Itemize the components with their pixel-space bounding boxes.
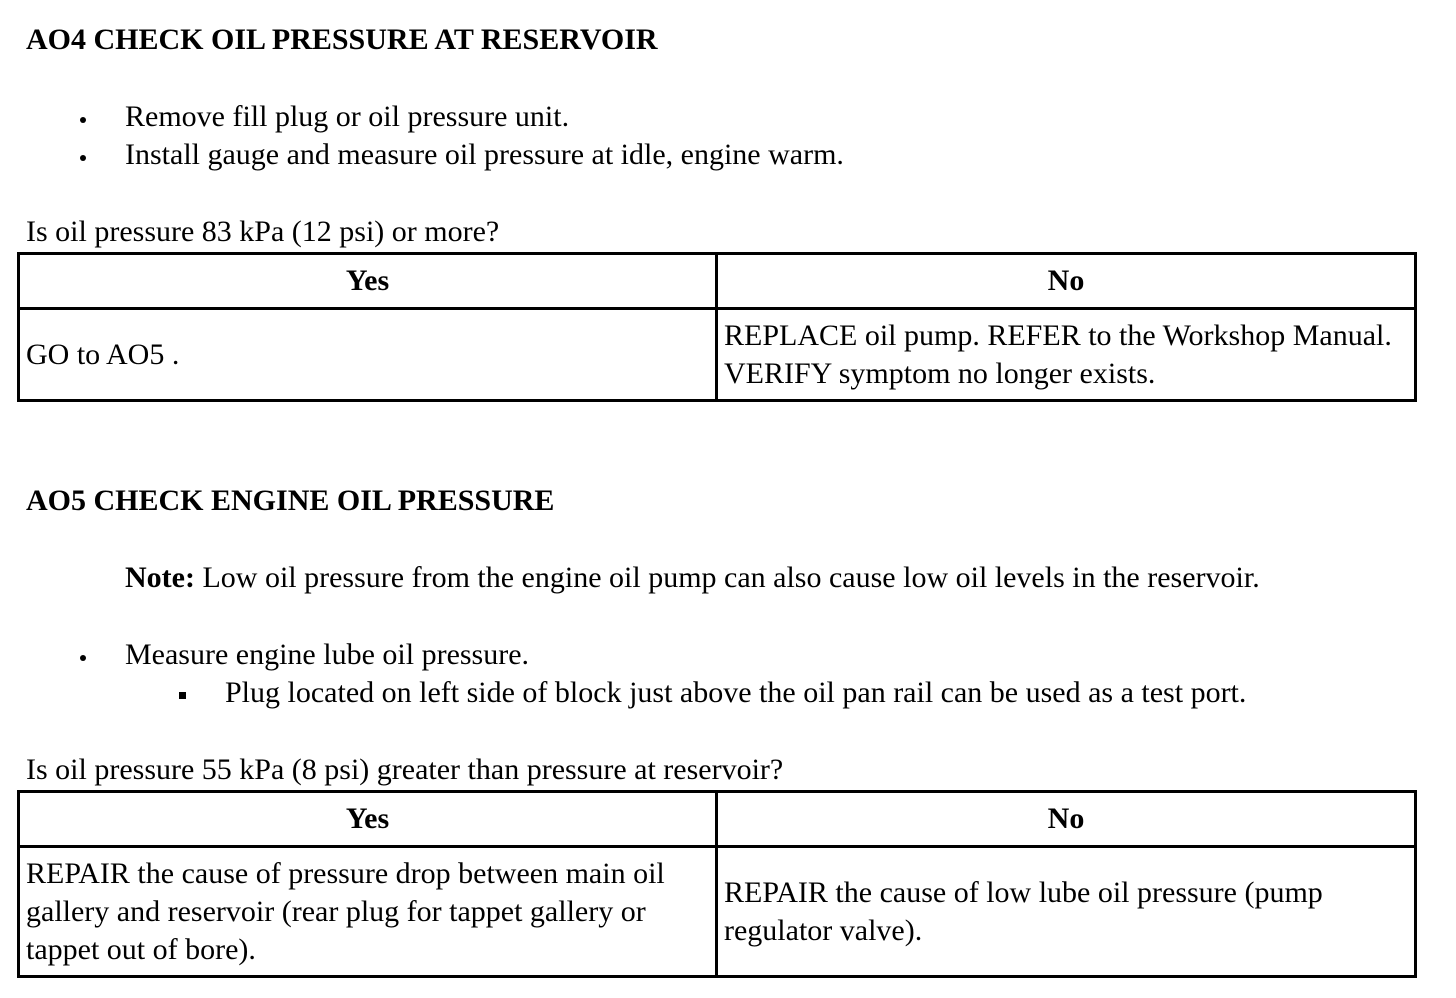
ao5-no-cell: REPAIR the cause of low lube oil pressure (pump regulator valve). bbox=[717, 847, 1416, 977]
ao5-decision-table bbox=[17, 790, 1417, 978]
bullet-icon bbox=[80, 155, 86, 161]
bullet-icon bbox=[80, 655, 86, 661]
ao4-header-yes: Yes bbox=[19, 254, 717, 309]
ao5-sub-bullet-1: Plug located on left side of block just above the oil pan rail can be used as a test port. bbox=[225, 676, 1247, 709]
ao4-yes-cell: GO to AO5 . bbox=[19, 309, 717, 401]
ao4-decision-table bbox=[17, 252, 1417, 402]
ao4-header-no: No bbox=[717, 254, 1416, 309]
note-text: Low oil pressure from the engine oil pump can also cause low oil levels in the reservoir. bbox=[202, 561, 1260, 594]
ao4-bullet-1: Remove fill plug or oil pressure unit. bbox=[125, 100, 570, 133]
ao5-header-no: No bbox=[717, 792, 1416, 847]
ao5-header-yes: Yes bbox=[19, 792, 717, 847]
ao4-question: Is oil pressure 83 kPa (12 psi) or more? bbox=[26, 215, 500, 248]
bullet-icon bbox=[80, 117, 86, 123]
ao5-question: Is oil pressure 55 kPa (8 psi) greater than pressure at reservoir? bbox=[26, 753, 784, 786]
note-label: Note: bbox=[125, 561, 195, 594]
ao4-no-cell: REPLACE oil pump. REFER to the Workshop Manual. VERIFY symptom no longer exists. bbox=[717, 309, 1416, 401]
ao5-bullet-1: Measure engine lube oil pressure. bbox=[125, 638, 530, 671]
square-bullet-icon bbox=[179, 692, 186, 699]
ao5-note bbox=[125, 559, 1260, 597]
ao4-bullet-2: Install gauge and measure oil pressure at idle, engine warm. bbox=[125, 138, 844, 171]
section-ao5-title: AO5 CHECK ENGINE OIL PRESSURE bbox=[26, 484, 555, 517]
section-ao4-title: AO4 CHECK OIL PRESSURE AT RESERVOIR bbox=[26, 23, 658, 56]
ao5-yes-cell: REPAIR the cause of pressure drop between main oil gallery and reservoir (rear plug for tappet gallery or tappet out of bore). bbox=[19, 847, 717, 977]
